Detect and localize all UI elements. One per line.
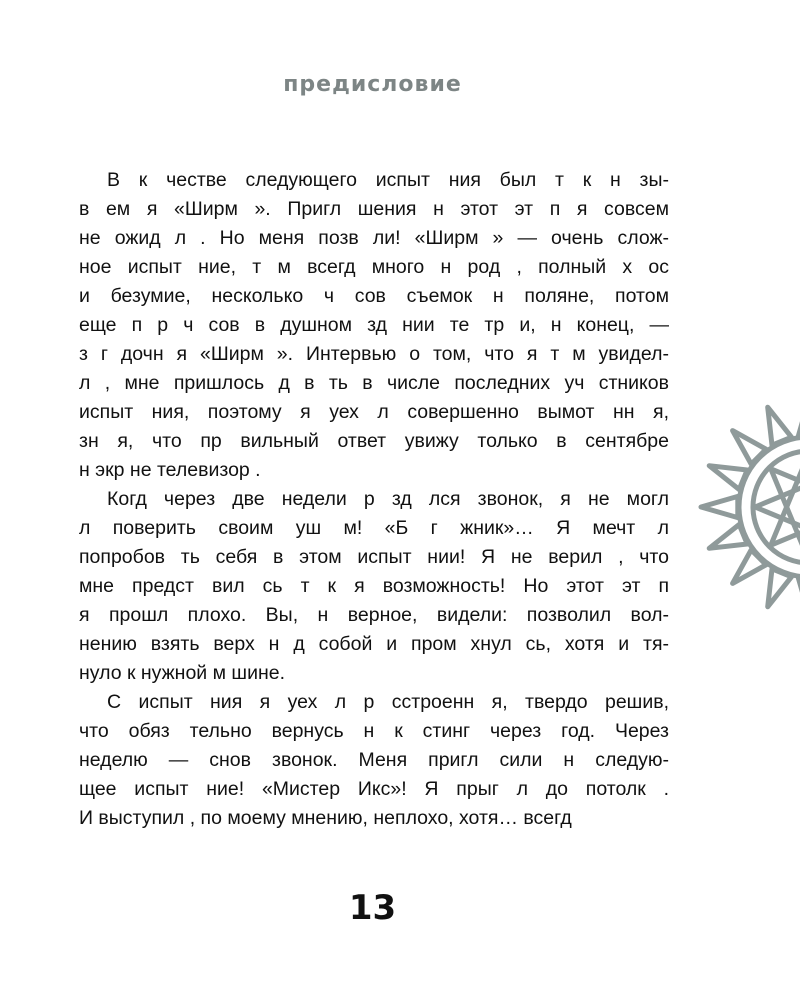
text-line: мне предст вил сь т к я возможность! Но этот эт п (79, 575, 669, 597)
text-line: С испыт ния я уех л р сстроенн я, твердо решив, (107, 691, 669, 713)
text-line: я прошл плохо. Вы, н верное, видели: позволил вол- (79, 604, 669, 626)
text-line: нению взять верх н д собой и пром хнул сь, хотя и тя- (79, 633, 669, 655)
text-line: В к честве следующего испыт ния был т к н зы- (107, 169, 669, 191)
text-line: ное испыт ние, т м всегд много н род , полный х ос (79, 256, 669, 278)
text-line: неделю — снов звонок. Меня пригл сили н следую- (79, 749, 669, 771)
text-line: н экр не телевизор . (79, 459, 261, 481)
text-line: з г дочн я «Ширм ». Интервью о том, что я т м увидел- (79, 343, 669, 365)
text-line: нуло к нужной м шине. (79, 662, 285, 684)
text-line: еще п р ч сов в душном зд нии те тр и, н конец, — (79, 314, 669, 336)
body-text (79, 166, 669, 833)
text-line: и безумие, несколько ч сов съемок н поляне, потом (79, 285, 669, 307)
paragraph (79, 485, 669, 688)
text-line: л , мне пришлось д в ть в числе последних уч стников (79, 372, 669, 394)
ornament-ray (701, 496, 738, 517)
text-line: что обяз тельно вернусь н к стинг через год. Через (79, 720, 669, 742)
page-number: 13 (348, 888, 397, 928)
paragraph (79, 688, 669, 833)
text-line: попробов ть себя в этом испыт нии! Я не верил , что (79, 546, 669, 568)
text-line: в ем я «Ширм ». Пригл шения н этот эт п я совсем (79, 198, 669, 220)
text-line: И выступил , по моему мнению, неплохо, хотя… всегд (79, 807, 572, 829)
text-line: испыт ния, поэтому я уех л совершенно вымот нн я, (79, 401, 669, 423)
text-line: зн я, что пр вильный ответ увижу только в сентябре (79, 430, 669, 452)
paragraph (79, 166, 669, 485)
text-line: Когд через две недели р зд лся звонок, я не могл (107, 488, 669, 510)
text-line: л поверить своим уш м! «Б г жник»… Я мечт л (79, 517, 669, 539)
chapter-heading: предисловие (283, 72, 462, 97)
text-line: щее испыт ние! «Мистер Икс»! Я прыг л до потолк . (79, 778, 669, 800)
sun-ornament-icon (694, 392, 800, 622)
text-line: не ожид л . Но меня позв ли! «Ширм » — очень слож- (79, 227, 669, 249)
